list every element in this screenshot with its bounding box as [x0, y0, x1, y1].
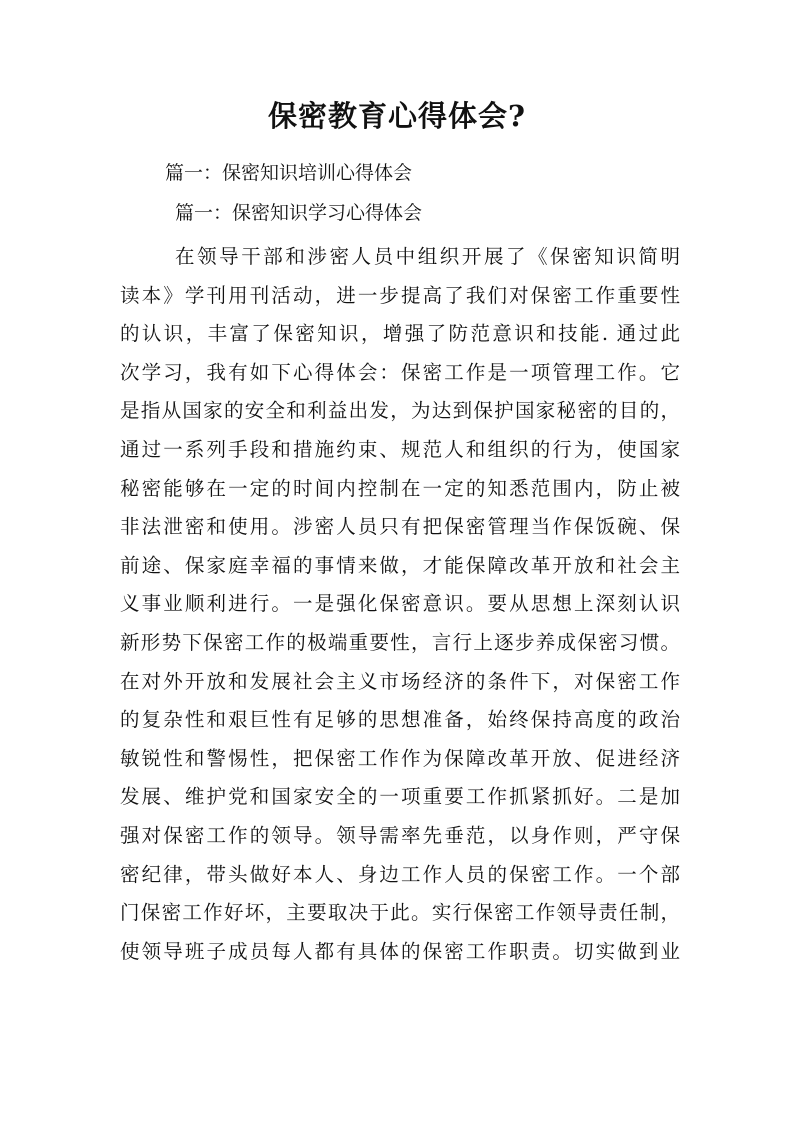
- body-line: 次学习，我有如下心得体会：保密工作是一项管理工作。它: [120, 360, 680, 384]
- body-line: 非法泄密和使用。涉密人员只有把保密管理当作保饭碗、保: [120, 515, 680, 539]
- subheading-training: 篇一：保密知识培训心得体会: [165, 162, 413, 184]
- body-line: 密纪律，带头做好本人、身边工作人员的保密工作。一个部: [120, 862, 680, 886]
- body-line: 使领导班子成员每人都有具体的保密工作职责。切实做到业: [120, 939, 680, 963]
- body-line: 发展、维护党和国家安全的一项重要工作抓紧抓好。二是加: [120, 785, 680, 809]
- body-line: 的认识，丰富了保密知识，增强了防范意识和技能. 通过此: [120, 322, 680, 346]
- body-line: 的复杂性和艰巨性有足够的思想准备，始终保持高度的政治: [120, 708, 680, 732]
- body-line: 前途、保家庭幸福的事情来做，才能保障改革开放和社会主: [120, 553, 680, 577]
- body-line: 新形势下保密工作的极端重要性，言行上逐步养成保密习惯。: [120, 630, 680, 654]
- body-line: 通过一系列手段和措施约束、规范人和组织的行为，使国家: [120, 437, 680, 461]
- document-title: 保密教育心得体会?: [268, 99, 526, 133]
- body-line: 敏锐性和警惕性，把保密工作作为保障改革开放、促进经济: [120, 746, 680, 770]
- body-line: 义事业顺利进行。一是强化保密意识。要从思想上深刻认识: [120, 592, 680, 616]
- body-line: 门保密工作好坏，主要取决于此。实行保密工作领导责任制，: [120, 901, 680, 925]
- subheading-study: 篇一：保密知识学习心得体会: [175, 202, 423, 224]
- body-text: [120, 238, 680, 971]
- body-line: 在领导干部和涉密人员中组织开展了《保密知识简明: [175, 245, 680, 268]
- body-line: 强对保密工作的领导。领导需率先垂范，以身作则，严守保: [120, 823, 680, 847]
- body-line: 秘密能够在一定的时间内控制在一定的知悉范围内，防止被: [120, 476, 680, 500]
- body-line: 是指从国家的安全和利益出发，为达到保护国家秘密的目的，: [120, 399, 680, 423]
- body-line: 读本》学刊用刊活动，进一步提高了我们对保密工作重要性: [120, 283, 680, 307]
- body-line: 在对外开放和发展社会主义市场经济的条件下，对保密工作: [120, 669, 680, 693]
